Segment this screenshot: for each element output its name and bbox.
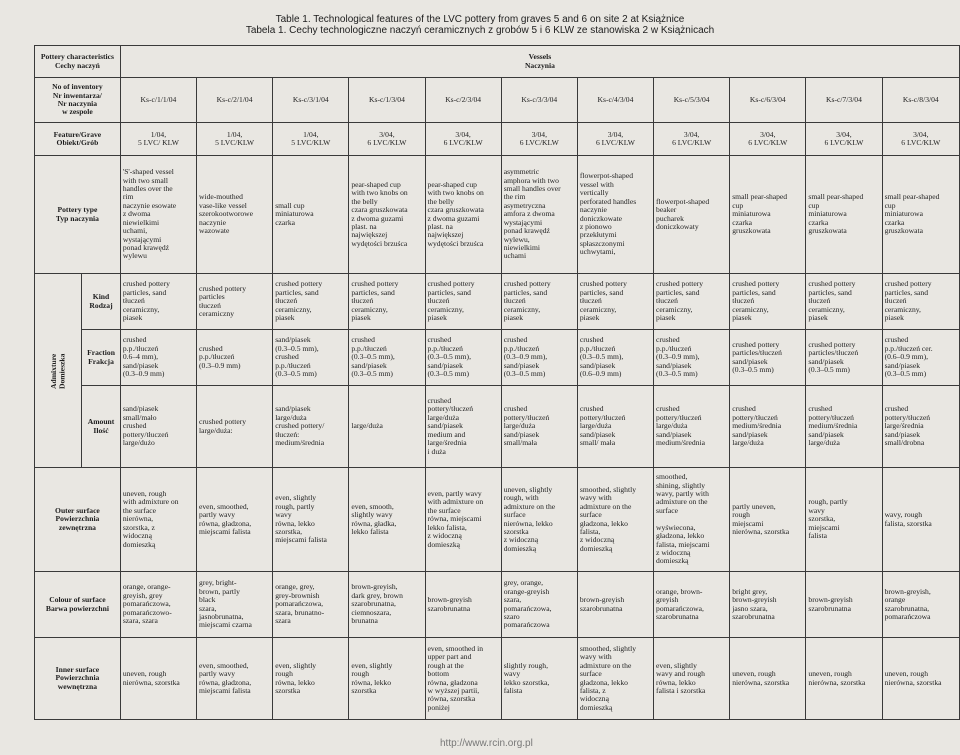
fraction-header: Fraction Frakcja (82, 330, 121, 386)
colour-surface-cell: orange, orange- greyish, grey pomarańczowa, pomarańczowo- szara, szara (120, 572, 196, 638)
inner-surface-cell: uneven, rough nierówna, szorstka (806, 638, 882, 720)
admixture-fraction-cell: crushed p.p./tłuczeń (0.3–0.5 mm), sand/piasek (0.6–0.9 mm) (577, 330, 653, 386)
pottery-type-cell: flowerpot-shaped beaker pucharek doniczkowaty (654, 156, 730, 274)
inventory-cell: Ks-c/5/3/04 (654, 78, 730, 123)
admixture-header: Admixture Domieszka (35, 274, 82, 468)
colour-surface-cell: bright grey, brown-greyish jasno szara, szarobrunatna (730, 572, 806, 638)
feature-cell: 3/04, 6 LVC/KLW (654, 123, 730, 156)
outer-surface-cell: even, smoothed, partly wavy równa, gładzona, miejscami falista (197, 468, 273, 572)
feature-header: Feature/Grave Obiekt/Grób (35, 123, 121, 156)
admixture-kind-cell: crushed pottery particles, sand tłuczeń ceramiczny, piasek (806, 274, 882, 330)
feature-cell: 1/04, 5 LVC/KLW (273, 123, 349, 156)
admixture-kind-cell: crushed pottery particles, sand tłuczeń ceramiczny, piasek (730, 274, 806, 330)
page-title (0, 14, 960, 36)
inventory-cell: Ks-c/7/3/04 (806, 78, 882, 123)
outer-surface-cell: wavy, rough falista, szorstka (882, 468, 959, 572)
title-en: Table 1. Technological features of the LVC pottery from graves 5 and 6 on site 2 at Książnice (275, 14, 685, 25)
inner-surface-cell: uneven, rough nierówna, szorstka (730, 638, 806, 720)
admixture-amount-cell: crushed pottery/tłuczeń large/duża sand/piasek small/mała (501, 386, 577, 468)
table-container (34, 45, 960, 755)
admixture-fraction-cell: crushed p.p./tłuczeń (0.3–0.9 mm), sand/piasek (0.3–0.5 mm) (501, 330, 577, 386)
pottery-type-row (35, 156, 960, 274)
admixture-fraction-cell: crushed p.p./tłuczeń (0.3–0.5 mm), sand/piasek (0.3–0.5 mm) (349, 330, 425, 386)
watermark: http://www.rcin.org.pl (440, 738, 533, 749)
admixture-amount-cell: sand/piasek small/mało crushed pottery/tłuczeń large/dużo (120, 386, 196, 468)
inner-surface-cell: even, slightly wavy and rough równa, lekko falista i szorstka (654, 638, 730, 720)
feature-cell: 3/04, 6 LVC/KLW (349, 123, 425, 156)
feature-cell: 3/04, 6 LVC/KLW (730, 123, 806, 156)
admixture-kind-cell: crushed pottery particles, sand tłuczeń ceramiczny, piasek (654, 274, 730, 330)
admixture-kind-cell: crushed pottery particles, sand tłuczeń ceramiczny, piasek (349, 274, 425, 330)
admixture-fraction-cell: crushed pottery particles/tłuczeń sand/piasek (0.3–0.5 mm) (730, 330, 806, 386)
inner-surface-cell: slightly rough, wavy lekko szorstka, falista (501, 638, 577, 720)
admixture-amount-cell: large/duża (349, 386, 425, 468)
admixture-fraction-cell: crushed p.p./tłuczeń (0.3–0.9 mm), sand/piasek (0.3–0.5 mm) (654, 330, 730, 386)
admixture-kind-cell: crushed pottery particles, sand tłuczeń ceramiczny, piasek (577, 274, 653, 330)
kind-header: Kind Rodzaj (82, 274, 121, 330)
outer-surface-cell: even, smooth, slightly wavy równa, gładka, lekko falista (349, 468, 425, 572)
pottery-type-cell: pear-shaped cup with two knobs on the belly czara gruszkowata z dwoma guzami plast. na największej wydętości brzuśca (349, 156, 425, 274)
inner-surface-cell: smoothed, slightly wavy with admixture on the surface gładzona, lekko falista, z widoczną domieszką (577, 638, 653, 720)
pottery-type-cell: small pear-shaped cup miniaturowa czarka gruszkowata (806, 156, 882, 274)
feature-cell: 1/04, 5 LVC/KLW (197, 123, 273, 156)
outer-surface-cell: rough, partly wavy szorstka, miejscami falista (806, 468, 882, 572)
outer-surface-cell: smoothed, shining, slightly wavy, partly with admixture on the surface wyświecona, gładzona, lekko falista, miejscami z widoczną domieszką (654, 468, 730, 572)
inventory-cell: Ks-c/2/3/04 (425, 78, 501, 123)
inner-surface-cell: even, slightly rough równa, lekko szorstka (273, 638, 349, 720)
colour-surface-header: Colour of surface Barwa powierzchni (35, 572, 121, 638)
admixture-amount-cell: crushed pottery large/duża: (197, 386, 273, 468)
pottery-type-cell: wide-mouthed vase-like vessel szerokootworowe naczynie wazowate (197, 156, 273, 274)
inner-surface-cell: uneven, rough nierówna, szorstka (120, 638, 196, 720)
inventory-row (35, 78, 960, 123)
inventory-cell: Ks-c/1/3/04 (349, 78, 425, 123)
inventory-cell: Ks-c/3/1/04 (273, 78, 349, 123)
admixture-kind-row (35, 274, 960, 330)
pottery-type-cell: small pear-shaped cup miniaturowa czarka gruszkowata (730, 156, 806, 274)
colour-surface-row (35, 572, 960, 638)
feature-cell: 3/04, 6 LVC/KLW (882, 123, 959, 156)
admixture-amount-cell: crushed pottery/tłuczeń large/duża sand/piasek medium and large/średnia i duża (425, 386, 501, 468)
admixture-fraction-cell: crushed p.p./tłuczeń (0.3–0.9 mm) (197, 330, 273, 386)
outer-surface-cell: partly uneven, rough miejscami nierówna, szorstka (730, 468, 806, 572)
outer-surface-cell: even, slightly rough, partly wavy równa, lekko szorstka, miejscami falista (273, 468, 349, 572)
feature-cell: 1/04, 5 LVC/ KLW (120, 123, 196, 156)
admixture-amount-cell: crushed pottery/tłuczeń medium/średnia sand/piasek large/duża (806, 386, 882, 468)
colour-surface-cell: brown-greyish szarobrunatna (806, 572, 882, 638)
inventory-cell: Ks-c/3/3/04 (501, 78, 577, 123)
colour-surface-cell: orange, brown- greyish pomarańczowa, szarobrunatna (654, 572, 730, 638)
outer-surface-cell: uneven, rough with admixture on the surface nierówna, szorstka, z widoczną domieszką (120, 468, 196, 572)
admixture-amount-cell: crushed pottery/tłuczeń medium/średnia sand/piasek large/duża (730, 386, 806, 468)
colour-surface-cell: brown-greyish, orange szarobrunatna, pomarańczowa (882, 572, 959, 638)
admixture-kind-cell: crushed pottery particles tłuczeń ceramiczny (197, 274, 273, 330)
inner-surface-cell: even, slightly rough równa, lekko szorstka (349, 638, 425, 720)
feature-row (35, 123, 960, 156)
pottery-type-header: Pottery type Typ naczynia (35, 156, 121, 274)
inner-surface-cell: even, smoothed, partly wavy równa, gładzona, miejscami falista (197, 638, 273, 720)
inventory-cell: Ks-c/8/3/04 (882, 78, 959, 123)
outer-surface-cell: uneven, slightly rough, with admixture on the surface nierówna, lekko szorstka z widoczną domieszką (501, 468, 577, 572)
colour-surface-cell: orange, grey, grey-brownish pomarańczowa, szara, brunatno- szara (273, 572, 349, 638)
admixture-kind-cell: crushed pottery particles, sand tłuczeń ceramiczny, piasek (425, 274, 501, 330)
inner-surface-cell: even, smoothed in upper part and rough at the bottom równa, gładzona w wyższej partii, równa, szorstka poniżej (425, 638, 501, 720)
characteristics-header: Pottery characteristics Cechy naczyń (35, 46, 121, 78)
admixture-kind-cell: crushed pottery particles, sand tłuczeń ceramiczny, piasek (501, 274, 577, 330)
inventory-header: No of inventory Nr inwentarza/ Nr naczynia w zespole (35, 78, 121, 123)
admixture-fraction-cell: crushed p.p./tłuczeń (0.3–0.5 mm), sand/piasek (0.3–0.5 mm) (425, 330, 501, 386)
colour-surface-cell: grey, bright- brown, partly black szara, jasnobrunatna, miejscami czarna (197, 572, 273, 638)
pottery-type-cell: pear-shaped cup with two knobs on the belly czara gruszkowata z dwoma guzami plast. na największej wydętości brzuśca (425, 156, 501, 274)
admixture-fraction-cell: sand/piasek (0.3–0.5 mm), crushed p.p./tłuczeń (0.3–0.5 mm) (273, 330, 349, 386)
colour-surface-cell: brown-greyish szarobrunatna (577, 572, 653, 638)
admixture-amount-cell: sand/piasek large/duża crushed pottery/ tłuczeń: medium/średnia (273, 386, 349, 468)
pottery-type-cell: small cup miniaturowa czarka (273, 156, 349, 274)
admixture-amount-cell: crushed pottery/tłuczeń large/duża sand/piasek small/ mała (577, 386, 653, 468)
outer-surface-cell: even, partly wavy with admixture on the surface równa, miejscami lekko falista, z widoczną domieszką (425, 468, 501, 572)
admixture-kind-cell: crushed pottery particles, sand tłuczeń ceramiczny, piasek (882, 274, 959, 330)
pottery-table (34, 45, 960, 720)
vessels-header: Vessels Naczynia (120, 46, 959, 78)
feature-cell: 3/04, 6 LVC/KLW (425, 123, 501, 156)
colour-surface-cell: brown-greyish, dark grey, brown szarobrunatna, ciemnoszara, brunatna (349, 572, 425, 638)
inventory-cell: Ks-c/4/3/04 (577, 78, 653, 123)
admixture-kind-cell: crushed pottery particles, sand tłuczeń ceramiczny, piasek (273, 274, 349, 330)
admixture-amount-cell: crushed pottery/tłuczeń large/średnia sand/piasek small/drobna (882, 386, 959, 468)
inner-surface-header: Inner surface Powierzchnia wewnętrzna (35, 638, 121, 720)
admixture-fraction-cell: crushed p.p./tłuczeń cer. (0.6–0.9 mm), sand/piasek (0.3–0.5 mm) (882, 330, 959, 386)
inner-surface-row (35, 638, 960, 720)
admixture-fraction-row (35, 330, 960, 386)
feature-cell: 3/04, 6 LVC/KLW (501, 123, 577, 156)
title-pl: Tabela 1. Cechy technologiczne naczyń ceramicznych z grobów 5 i 6 KLW ze stanowiska 2 w Książnicach (245, 25, 715, 36)
admixture-amount-cell: crushed pottery/tłuczeń large/duża sand/piasek medium/średnia (654, 386, 730, 468)
pottery-type-cell: small pear-shaped cup miniaturowa czarka gruszkowata (882, 156, 959, 274)
colour-surface-cell: grey, orange, orange-greyish szara, pomarańczowa, szaro pomarańczowa (501, 572, 577, 638)
admixture-kind-cell: crushed pottery particles, sand tłuczeń ceramiczny, piasek (120, 274, 196, 330)
inventory-cell: Ks-c/2/1/04 (197, 78, 273, 123)
outer-surface-header: Outer surface Powierzchnia zewnętrzna (35, 468, 121, 572)
feature-cell: 3/04, 6 LVC/KLW (806, 123, 882, 156)
outer-surface-row (35, 468, 960, 572)
admixture-fraction-cell: crushed p.p./tłuczeń 0.6–4 mm), sand/piasek (0.3–0.9 mm) (120, 330, 196, 386)
admixture-fraction-cell: crushed pottery particles/tłuczeń sand/piasek (0.3–0.5 mm) (806, 330, 882, 386)
pottery-type-cell: asymmetric amphora with two small handles over the rim asymetryczna amfora z dwoma wystającymi ponad krawędź wylewu, niewielkimi uchami (501, 156, 577, 274)
inner-surface-cell: uneven, rough nierówna, szorstka (882, 638, 959, 720)
colour-surface-cell: brown-greyish szarobrunatna (425, 572, 501, 638)
outer-surface-cell: smoothed, slightly wavy with admixture on the surface gładzona, lekko falista, z widoczną domieszką (577, 468, 653, 572)
admixture-amount-row (35, 386, 960, 468)
feature-cell: 3/04, 6 LVC/KLW (577, 123, 653, 156)
pottery-type-cell: flowerpot-shaped vessel with vertically perforated handles naczynie doniczkowate z pionowo przekłutymi spłaszczonymi uchwytami, (577, 156, 653, 274)
amount-header: Amount Ilość (82, 386, 121, 468)
inventory-cell: Ks-c/6/3/04 (730, 78, 806, 123)
header-row (35, 46, 960, 78)
inventory-cell: Ks-c/1/1/04 (120, 78, 196, 123)
pottery-type-cell: 'S'-shaped vessel with two small handles over the rim naczynie esowate z dwoma niewielkimi uchami, wystającymi ponad krawędź wylewu (120, 156, 196, 274)
